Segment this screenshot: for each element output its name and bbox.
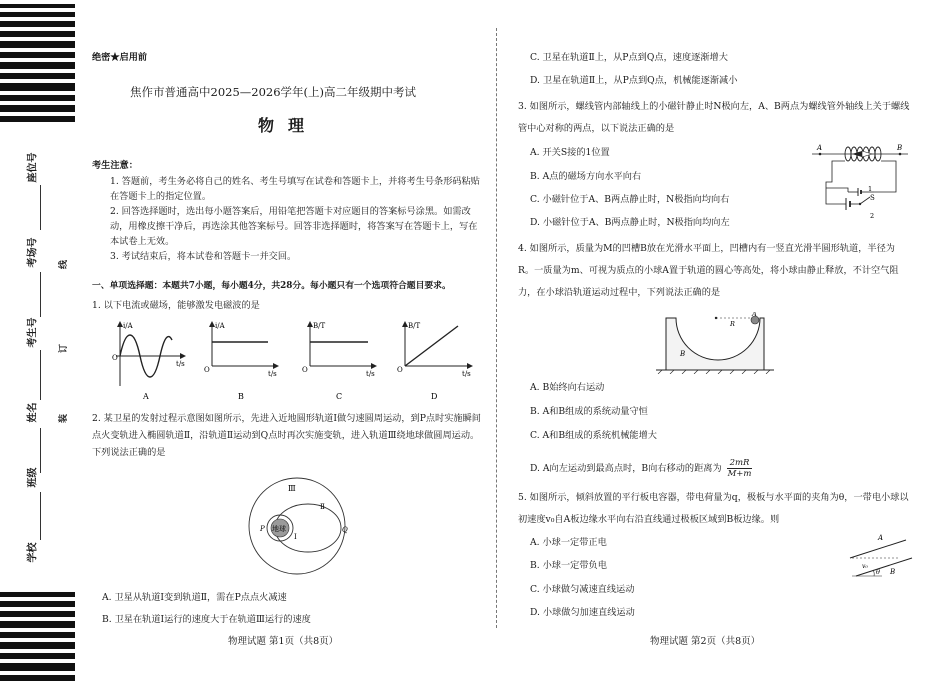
student-id-label: 考生号 bbox=[27, 317, 39, 348]
q4-option-b: B. A和B组成的系统动量守恒 bbox=[530, 406, 648, 417]
q2-option-c: C. 卫星在轨道Ⅱ上，从P点到Q点，速度逐渐增大 bbox=[530, 52, 728, 63]
notice-item: 3. 考试结束后，将本试卷和答题卡一并交回。 bbox=[110, 251, 297, 262]
exam-title: 焦作市普通高中2025—2026学年(上)高二年级期中考试 bbox=[130, 85, 417, 99]
q3-solenoid-figure bbox=[808, 142, 912, 224]
svg-text:R: R bbox=[730, 320, 735, 328]
q2-option-d: D. 卫星在轨道Ⅱ上，从P点到Q点，机械能逐渐减小 bbox=[530, 75, 738, 86]
graph-b bbox=[204, 322, 278, 401]
strip-bar bbox=[0, 675, 75, 681]
strip-bar bbox=[0, 632, 75, 638]
strip-bar bbox=[0, 116, 75, 122]
fill-line bbox=[40, 272, 41, 317]
fill-line bbox=[40, 492, 41, 540]
strip-bar bbox=[0, 105, 75, 112]
strip-bar bbox=[0, 41, 75, 48]
strip-bar bbox=[0, 31, 75, 37]
strip-bar bbox=[0, 62, 75, 69]
svg-text:t/s: t/s bbox=[366, 370, 375, 378]
svg-text:S: S bbox=[870, 194, 875, 202]
svg-text:B: B bbox=[897, 144, 903, 152]
svg-text:B/T: B/T bbox=[408, 322, 421, 330]
q4-option-a: A. B始终向右运动 bbox=[530, 382, 605, 393]
q4-option-c: C. A和B组成的系统机械能增大 bbox=[530, 430, 657, 441]
q3-option-b: B. A点的磁场方向水平向右 bbox=[530, 171, 642, 182]
svg-text:t/s: t/s bbox=[176, 360, 185, 368]
svg-text:B: B bbox=[680, 350, 686, 358]
binding-line-char: 线 bbox=[59, 259, 70, 270]
q3-option-d: D. 小磁针位于A、B两点静止时，N极指向均向左 bbox=[530, 217, 730, 228]
notice-item: 1. 答题前，考生务必将自己的姓名、考生号填写在试卷和答题卡上，并将考生号条形码粘贴在答题卡上的指定位置。 bbox=[110, 176, 480, 202]
q5-option-b: B. 小球一定带负电 bbox=[530, 560, 607, 571]
fraction bbox=[727, 458, 753, 479]
svg-text:O: O bbox=[204, 366, 210, 374]
strip-bar bbox=[0, 73, 75, 79]
q4-option-d-text: D. A向左运动到最高点时，B向右移动的距离为 bbox=[530, 463, 722, 474]
svg-text:A: A bbox=[752, 312, 757, 318]
q5-option-a: A. 小球一定带正电 bbox=[530, 537, 607, 548]
binding-bind-char: 装 bbox=[59, 413, 70, 424]
fill-line bbox=[40, 428, 41, 473]
q1-graphs bbox=[100, 318, 480, 406]
strip-bar bbox=[0, 642, 75, 649]
seat-number-label: 座位号 bbox=[27, 152, 39, 183]
q2-option-b: B. 卫星在轨道Ⅰ运行的速度大于在轨道Ⅲ运行的速度 bbox=[102, 614, 311, 625]
svg-text:O: O bbox=[302, 366, 308, 374]
svg-text:Ⅱ: Ⅱ bbox=[320, 503, 325, 511]
q3-option-c: C. 小磁针位于A、B两点静止时，N极指向均向右 bbox=[530, 194, 730, 205]
svg-text:A: A bbox=[817, 144, 823, 152]
strip-bar bbox=[0, 601, 75, 607]
graph-d bbox=[397, 322, 472, 401]
footer-left: 物理试题 第1页（共8页） bbox=[228, 636, 339, 647]
fill-line bbox=[40, 350, 41, 400]
binding-strip bbox=[0, 0, 78, 688]
strip-bar bbox=[0, 592, 75, 597]
svg-text:2: 2 bbox=[870, 212, 875, 220]
page-divider bbox=[496, 28, 498, 628]
q2-orbit-figure bbox=[232, 476, 362, 576]
svg-text:1: 1 bbox=[868, 185, 873, 193]
svg-text:v₀: v₀ bbox=[862, 563, 868, 570]
confidential-mark: 绝密★启用前 bbox=[92, 52, 148, 63]
fraction-denominator: M+m bbox=[727, 469, 752, 479]
school-label: 学校 bbox=[27, 542, 39, 563]
strip-bar bbox=[0, 653, 75, 659]
svg-text:D: D bbox=[431, 392, 438, 401]
subject-title: 物理 bbox=[258, 116, 319, 135]
section-heading: 一、单项选择题：本题共7小题，每小题4分，共28分。每小题只有一个选项符合题目要求。 bbox=[92, 281, 451, 291]
svg-text:C: C bbox=[336, 392, 343, 401]
svg-text:A: A bbox=[878, 534, 884, 542]
graph-c bbox=[302, 322, 376, 401]
q5-option-d: D. 小球做匀加速直线运动 bbox=[530, 607, 635, 618]
strip-bar bbox=[0, 52, 75, 58]
svg-text:t/s: t/s bbox=[268, 370, 277, 378]
svg-text:i/A: i/A bbox=[123, 322, 133, 330]
graph-a bbox=[112, 322, 185, 401]
svg-text:B: B bbox=[890, 568, 896, 576]
svg-text:B/T: B/T bbox=[313, 322, 326, 330]
q3-option-a: A. 开关S接的1位置 bbox=[530, 147, 610, 158]
strip-bar bbox=[0, 83, 75, 91]
q1-stem: 1. 以下电流或磁场，能够激发电磁波的是 bbox=[92, 300, 260, 311]
svg-text:Ⅲ: Ⅲ bbox=[288, 484, 296, 493]
notice-item: 2. 回答选择题时，选出每小题答案后，用铅笔把答题卡对应题目的答案标号涂黑。如需改动，用橡皮擦干净后，再选涂其他答案标号。回答非选择题时，将答案写在答题卡上，写在本试卷上无效。 bbox=[110, 206, 478, 247]
q2-stem: 2. 某卫星的发射过程示意图如图所示，先进入近地圆形轨道Ⅰ做匀速圆周运动，到P点时实施瞬间点火变轨进入椭圆轨道Ⅱ，沿轨道Ⅱ运动到Q点时再次实施变轨，进入轨道Ⅲ绕地球做圆周运动。下列说法正确的是 bbox=[92, 413, 481, 458]
class-label: 班级 bbox=[27, 467, 39, 488]
footer-right: 物理试题 第2页（共8页） bbox=[650, 636, 761, 647]
exam-room-label: 考场号 bbox=[27, 237, 39, 268]
binding-staple-char: 订 bbox=[59, 343, 70, 354]
q5-stem: 5. 如图所示，倾斜放置的平行板电容器，带电荷量为q，极板与水平面的夹角为θ，一带电小球以初速度v₀自A板边缘水平向右沿直线通过极板区域到B板边缘。则 bbox=[518, 492, 909, 525]
q2-option-a: A. 卫星从轨道Ⅰ变到轨道Ⅱ，需在P点点火减速 bbox=[102, 592, 287, 603]
svg-text:A: A bbox=[143, 392, 149, 401]
svg-text:Q: Q bbox=[342, 526, 348, 534]
svg-text:t/s: t/s bbox=[462, 370, 471, 378]
svg-text:O: O bbox=[397, 366, 403, 374]
fill-line bbox=[40, 185, 41, 230]
strip-bar bbox=[0, 611, 75, 617]
strip-bar bbox=[0, 4, 75, 8]
strip-bar bbox=[0, 621, 75, 628]
svg-text:O: O bbox=[112, 354, 118, 362]
q3-stem: 3. 如图所示，螺线管内部轴线上的小磁针静止时N极向左，A、B两点为螺线管外轴线上关于螺线管中心对称的两点，以下说法正确的是 bbox=[518, 101, 910, 134]
fraction-numerator: 2mR bbox=[727, 458, 753, 469]
svg-text:Ⅰ: Ⅰ bbox=[294, 533, 297, 541]
earth-label: 地球 bbox=[272, 525, 286, 533]
strip-bar bbox=[0, 663, 75, 671]
strip-bar bbox=[0, 21, 75, 27]
svg-text:i/A: i/A bbox=[215, 322, 225, 330]
q4-option-d bbox=[530, 458, 752, 479]
strip-bar bbox=[0, 95, 75, 101]
q4-stem: 4. 如图所示，质量为M的凹槽B放在光滑水平面上，凹槽内有一竖直光滑半圆形轨道，半径为R。一质量为m、可视为质点的小球A置于轨道的圆心等高处，将小球由静止释放，不计空气阻力，在小球沿轨道运动过程中，下列说法正确的是 bbox=[518, 243, 899, 298]
q4-trough-figure bbox=[654, 312, 776, 374]
svg-text:θ: θ bbox=[876, 568, 880, 576]
svg-text:B: B bbox=[238, 392, 244, 401]
notice-heading: 考生注意： bbox=[92, 160, 138, 171]
name-label: 姓名 bbox=[27, 402, 39, 423]
svg-text:P: P bbox=[260, 525, 265, 533]
strip-bar bbox=[0, 12, 75, 17]
q5-option-c: C. 小球做匀减速直线运动 bbox=[530, 584, 635, 595]
q5-capacitor-figure bbox=[842, 532, 916, 582]
